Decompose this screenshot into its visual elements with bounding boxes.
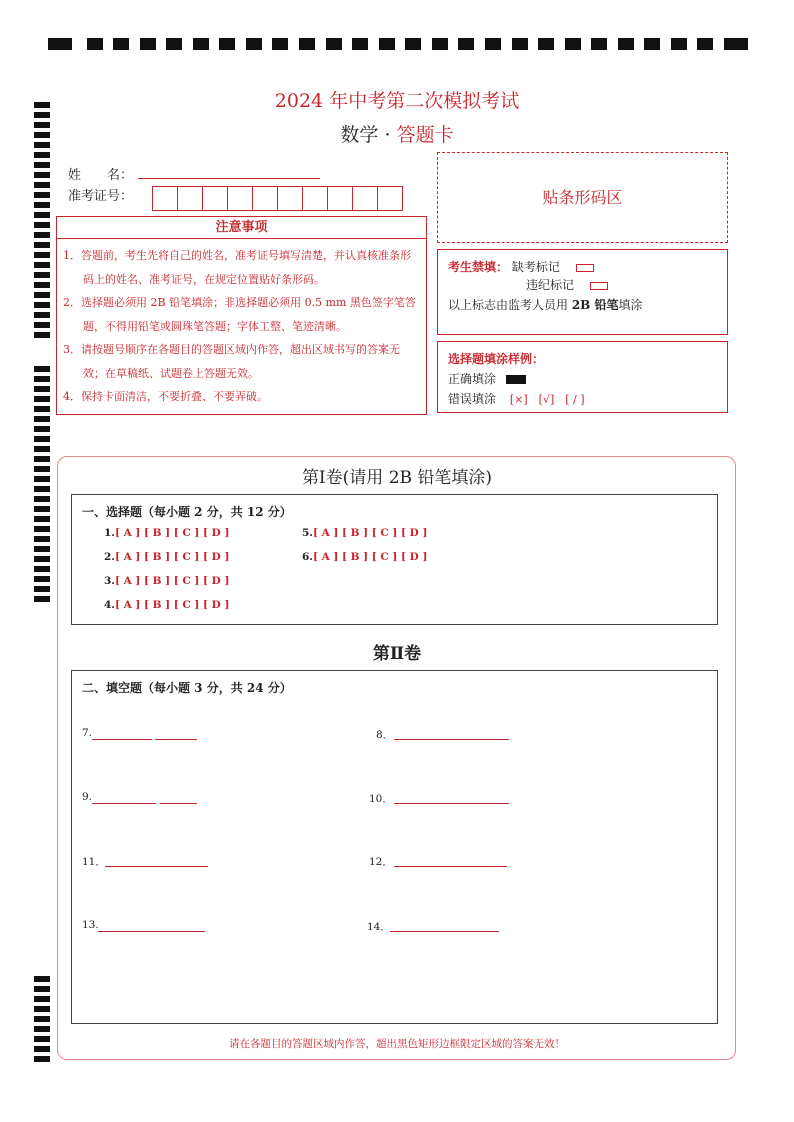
timing-mark bbox=[34, 506, 50, 512]
timing-mark bbox=[34, 192, 50, 198]
timing-mark bbox=[34, 496, 50, 502]
choice-question[interactable] bbox=[104, 551, 229, 563]
timing-mark bbox=[34, 536, 50, 542]
timing-mark bbox=[458, 38, 474, 50]
question-number: 6. bbox=[302, 551, 313, 563]
answer-line[interactable] bbox=[92, 803, 156, 804]
violation-mark-label: 违纪标记 bbox=[526, 278, 575, 292]
sample-box bbox=[437, 341, 728, 413]
timing-mark bbox=[299, 38, 315, 50]
section2-title: 第Ⅱ卷 bbox=[372, 644, 422, 664]
barcode-area[interactable]: 贴条形码区 bbox=[437, 152, 728, 243]
wrong-marks: [×] [√] [ / ] bbox=[509, 393, 585, 406]
id-box[interactable] bbox=[277, 186, 303, 211]
blank-number: 14． bbox=[367, 921, 391, 933]
id-label: 准考证号： bbox=[68, 189, 134, 204]
correct-fill-label: 正确填涂 bbox=[448, 372, 497, 386]
timing-mark bbox=[34, 1006, 50, 1012]
timing-mark bbox=[671, 38, 687, 50]
fill-blank-box bbox=[71, 670, 718, 1024]
timing-mark bbox=[34, 1016, 50, 1022]
id-box[interactable] bbox=[352, 186, 378, 211]
timing-mark bbox=[538, 38, 554, 50]
timing-mark bbox=[34, 456, 50, 462]
wrong-fill-label: 错误填涂 bbox=[448, 392, 497, 406]
choice-question[interactable] bbox=[302, 551, 427, 563]
id-box[interactable] bbox=[202, 186, 228, 211]
forbidden-note-bold: 2B 铅笔 bbox=[571, 298, 619, 312]
timing-mark bbox=[34, 396, 50, 402]
timing-mark bbox=[34, 162, 50, 168]
timing-mark bbox=[87, 38, 103, 50]
timing-mark bbox=[34, 386, 50, 392]
answer-line[interactable] bbox=[92, 739, 152, 740]
id-box[interactable] bbox=[227, 186, 253, 211]
choice-options[interactable]: [ A ] [ B ] [ C ] [ D ] bbox=[114, 527, 230, 539]
timing-mark bbox=[485, 38, 501, 50]
blank-number: 7. bbox=[82, 727, 93, 739]
timing-mark bbox=[34, 516, 50, 522]
timing-mark bbox=[432, 38, 448, 50]
timing-mark bbox=[644, 38, 660, 50]
timing-mark bbox=[34, 426, 50, 432]
choice-options[interactable]: [ A ] [ B ] [ C ] [ D ] bbox=[114, 599, 230, 611]
timing-mark bbox=[34, 232, 50, 238]
timing-mark bbox=[34, 202, 50, 208]
timing-mark bbox=[113, 38, 129, 50]
timing-mark bbox=[565, 38, 581, 50]
card-title bbox=[0, 120, 794, 147]
sample-heading: 选择题填涂样例： bbox=[448, 352, 545, 366]
timing-mark bbox=[140, 38, 156, 50]
timing-mark bbox=[34, 182, 50, 188]
timing-mark bbox=[34, 302, 50, 308]
timing-mark bbox=[379, 38, 395, 50]
blank-number: 11． bbox=[82, 856, 106, 868]
timing-mark bbox=[34, 262, 50, 268]
timing-mark bbox=[512, 38, 528, 50]
absent-mark-box[interactable] bbox=[576, 264, 594, 272]
timing-mark bbox=[34, 272, 50, 278]
title-separator: · bbox=[384, 124, 391, 146]
subject-name: 数学 bbox=[340, 124, 379, 146]
forbidden-note: 以上标志由监考人员用 bbox=[448, 298, 572, 312]
id-number-boxes[interactable] bbox=[152, 186, 402, 211]
timing-mark bbox=[34, 152, 50, 158]
notice-item: 1．答题前，考生先将自己的姓名，准考证号填写清楚，并认真核准条形码上的姓名、准考证号，在规定位置贴好条形码。 bbox=[63, 249, 411, 286]
absent-mark-label: 缺考标记 bbox=[511, 260, 560, 274]
choice-box bbox=[71, 494, 718, 625]
id-box[interactable] bbox=[252, 186, 278, 211]
timing-mark bbox=[34, 406, 50, 412]
timing-mark bbox=[34, 172, 50, 178]
question-number: 4. bbox=[104, 599, 115, 611]
exam-title: 2024 年中考第二次模拟考试 bbox=[274, 90, 520, 112]
timing-mark bbox=[34, 556, 50, 562]
timing-mark bbox=[34, 312, 50, 318]
timing-mark bbox=[219, 38, 235, 50]
timing-mark bbox=[34, 546, 50, 552]
timing-mark bbox=[34, 282, 50, 288]
choice-options[interactable]: [ A ] [ B ] [ C ] [ D ] bbox=[114, 575, 230, 587]
blank-number: 13. bbox=[82, 919, 99, 931]
timing-marks-left-3 bbox=[34, 976, 50, 1066]
blank-number: 12． bbox=[369, 856, 393, 868]
timing-mark bbox=[34, 242, 50, 248]
timing-mark bbox=[34, 332, 50, 338]
choice-question[interactable] bbox=[104, 575, 229, 587]
timing-mark bbox=[34, 996, 50, 1002]
answer-line[interactable] bbox=[155, 739, 197, 740]
choice-question[interactable] bbox=[104, 527, 229, 539]
answer-line[interactable] bbox=[390, 931, 499, 932]
timing-mark bbox=[34, 586, 50, 592]
id-box[interactable] bbox=[177, 186, 203, 211]
timing-mark bbox=[34, 366, 50, 372]
name-field[interactable] bbox=[138, 178, 320, 179]
forbidden-note-end: 填涂 bbox=[618, 298, 643, 312]
timing-mark bbox=[34, 212, 50, 218]
timing-mark bbox=[34, 376, 50, 382]
timing-mark bbox=[34, 292, 50, 298]
answer-line[interactable] bbox=[394, 739, 509, 740]
timing-mark bbox=[34, 1026, 50, 1032]
timing-mark bbox=[697, 38, 713, 50]
answer-line[interactable] bbox=[394, 866, 507, 867]
timing-mark bbox=[34, 526, 50, 532]
answer-line[interactable] bbox=[105, 866, 208, 867]
timing-mark bbox=[352, 38, 368, 50]
timing-mark bbox=[193, 38, 209, 50]
timing-mark bbox=[34, 416, 50, 422]
question-number: 5. bbox=[302, 527, 313, 539]
question-number: 3. bbox=[104, 575, 115, 587]
choice-options[interactable]: [ A ] [ B ] [ C ] [ D ] bbox=[312, 551, 428, 563]
question-number: 2. bbox=[104, 551, 115, 563]
blank-number: 8． bbox=[376, 729, 394, 741]
fill-blank-heading: 二、填空题（每小题 3 分，共 24 分） bbox=[82, 681, 292, 695]
timing-mark bbox=[34, 436, 50, 442]
blank-number: 9. bbox=[82, 791, 93, 803]
notice-item: 2．选择题必须用 2B 铅笔填涂；非选择题必须用 0.5 mm 黑色签字笔答题，不得用铅笔或圆珠笔答题；字体工整、笔迹清晰。 bbox=[63, 296, 416, 333]
choice-options[interactable]: [ A ] [ B ] [ C ] [ D ] bbox=[312, 527, 428, 539]
timing-mark bbox=[34, 446, 50, 452]
choice-question[interactable] bbox=[302, 527, 427, 539]
choice-heading: 一、选择题（每小题 2 分，共 12 分） bbox=[82, 505, 292, 519]
answer-line[interactable] bbox=[98, 931, 205, 932]
forbidden-label: 考生禁填： bbox=[448, 260, 509, 274]
answer-line[interactable] bbox=[394, 803, 509, 804]
footer-warning: 请在各题目的答题区域内作答，超出黑色矩形边框限定区域的答案无效！ bbox=[229, 1038, 565, 1050]
timing-mark bbox=[326, 38, 342, 50]
name-label: 姓 名： bbox=[68, 168, 134, 183]
timing-mark bbox=[34, 322, 50, 328]
id-box[interactable] bbox=[302, 186, 328, 211]
timing-marks-top bbox=[48, 38, 748, 52]
timing-mark bbox=[34, 976, 50, 982]
timing-mark bbox=[246, 38, 262, 50]
timing-mark bbox=[34, 566, 50, 572]
filled-mark-icon bbox=[506, 375, 526, 384]
timing-mark bbox=[618, 38, 634, 50]
timing-mark bbox=[405, 38, 421, 50]
notice-item: 4．保持卡面清洁，不要折叠、不要弄破。 bbox=[63, 390, 268, 403]
timing-mark bbox=[34, 1056, 50, 1062]
question-number: 1. bbox=[104, 527, 115, 539]
timing-mark bbox=[34, 222, 50, 228]
answer-line[interactable] bbox=[160, 803, 197, 804]
timing-mark bbox=[34, 576, 50, 582]
blank-number: 10． bbox=[369, 793, 393, 805]
notice-heading: 注意事项 bbox=[57, 217, 426, 239]
notice-box bbox=[56, 216, 427, 415]
section1-title: 第Ⅰ卷(请用 2B 铅笔填涂) bbox=[301, 468, 493, 488]
timing-mark bbox=[48, 38, 72, 50]
card-name: 答题卡 bbox=[396, 124, 454, 146]
choice-options[interactable]: [ A ] [ B ] [ C ] [ D ] bbox=[114, 551, 230, 563]
id-box[interactable] bbox=[377, 186, 403, 211]
violation-mark-box[interactable] bbox=[590, 282, 608, 290]
timing-mark bbox=[34, 596, 50, 602]
choice-question[interactable] bbox=[104, 599, 229, 611]
timing-mark bbox=[591, 38, 607, 50]
timing-mark bbox=[272, 38, 288, 50]
timing-mark bbox=[166, 38, 182, 50]
forbidden-box bbox=[437, 249, 728, 335]
timing-mark bbox=[34, 252, 50, 258]
id-box[interactable] bbox=[327, 186, 353, 211]
notice-item: 3．请按题号顺序在各题目的答题区域内作答，超出区域书写的答案无效；在草稿纸、试题卷上答题无效。 bbox=[63, 343, 400, 380]
timing-mark bbox=[724, 38, 748, 50]
timing-mark bbox=[34, 986, 50, 992]
id-box[interactable] bbox=[152, 186, 178, 211]
